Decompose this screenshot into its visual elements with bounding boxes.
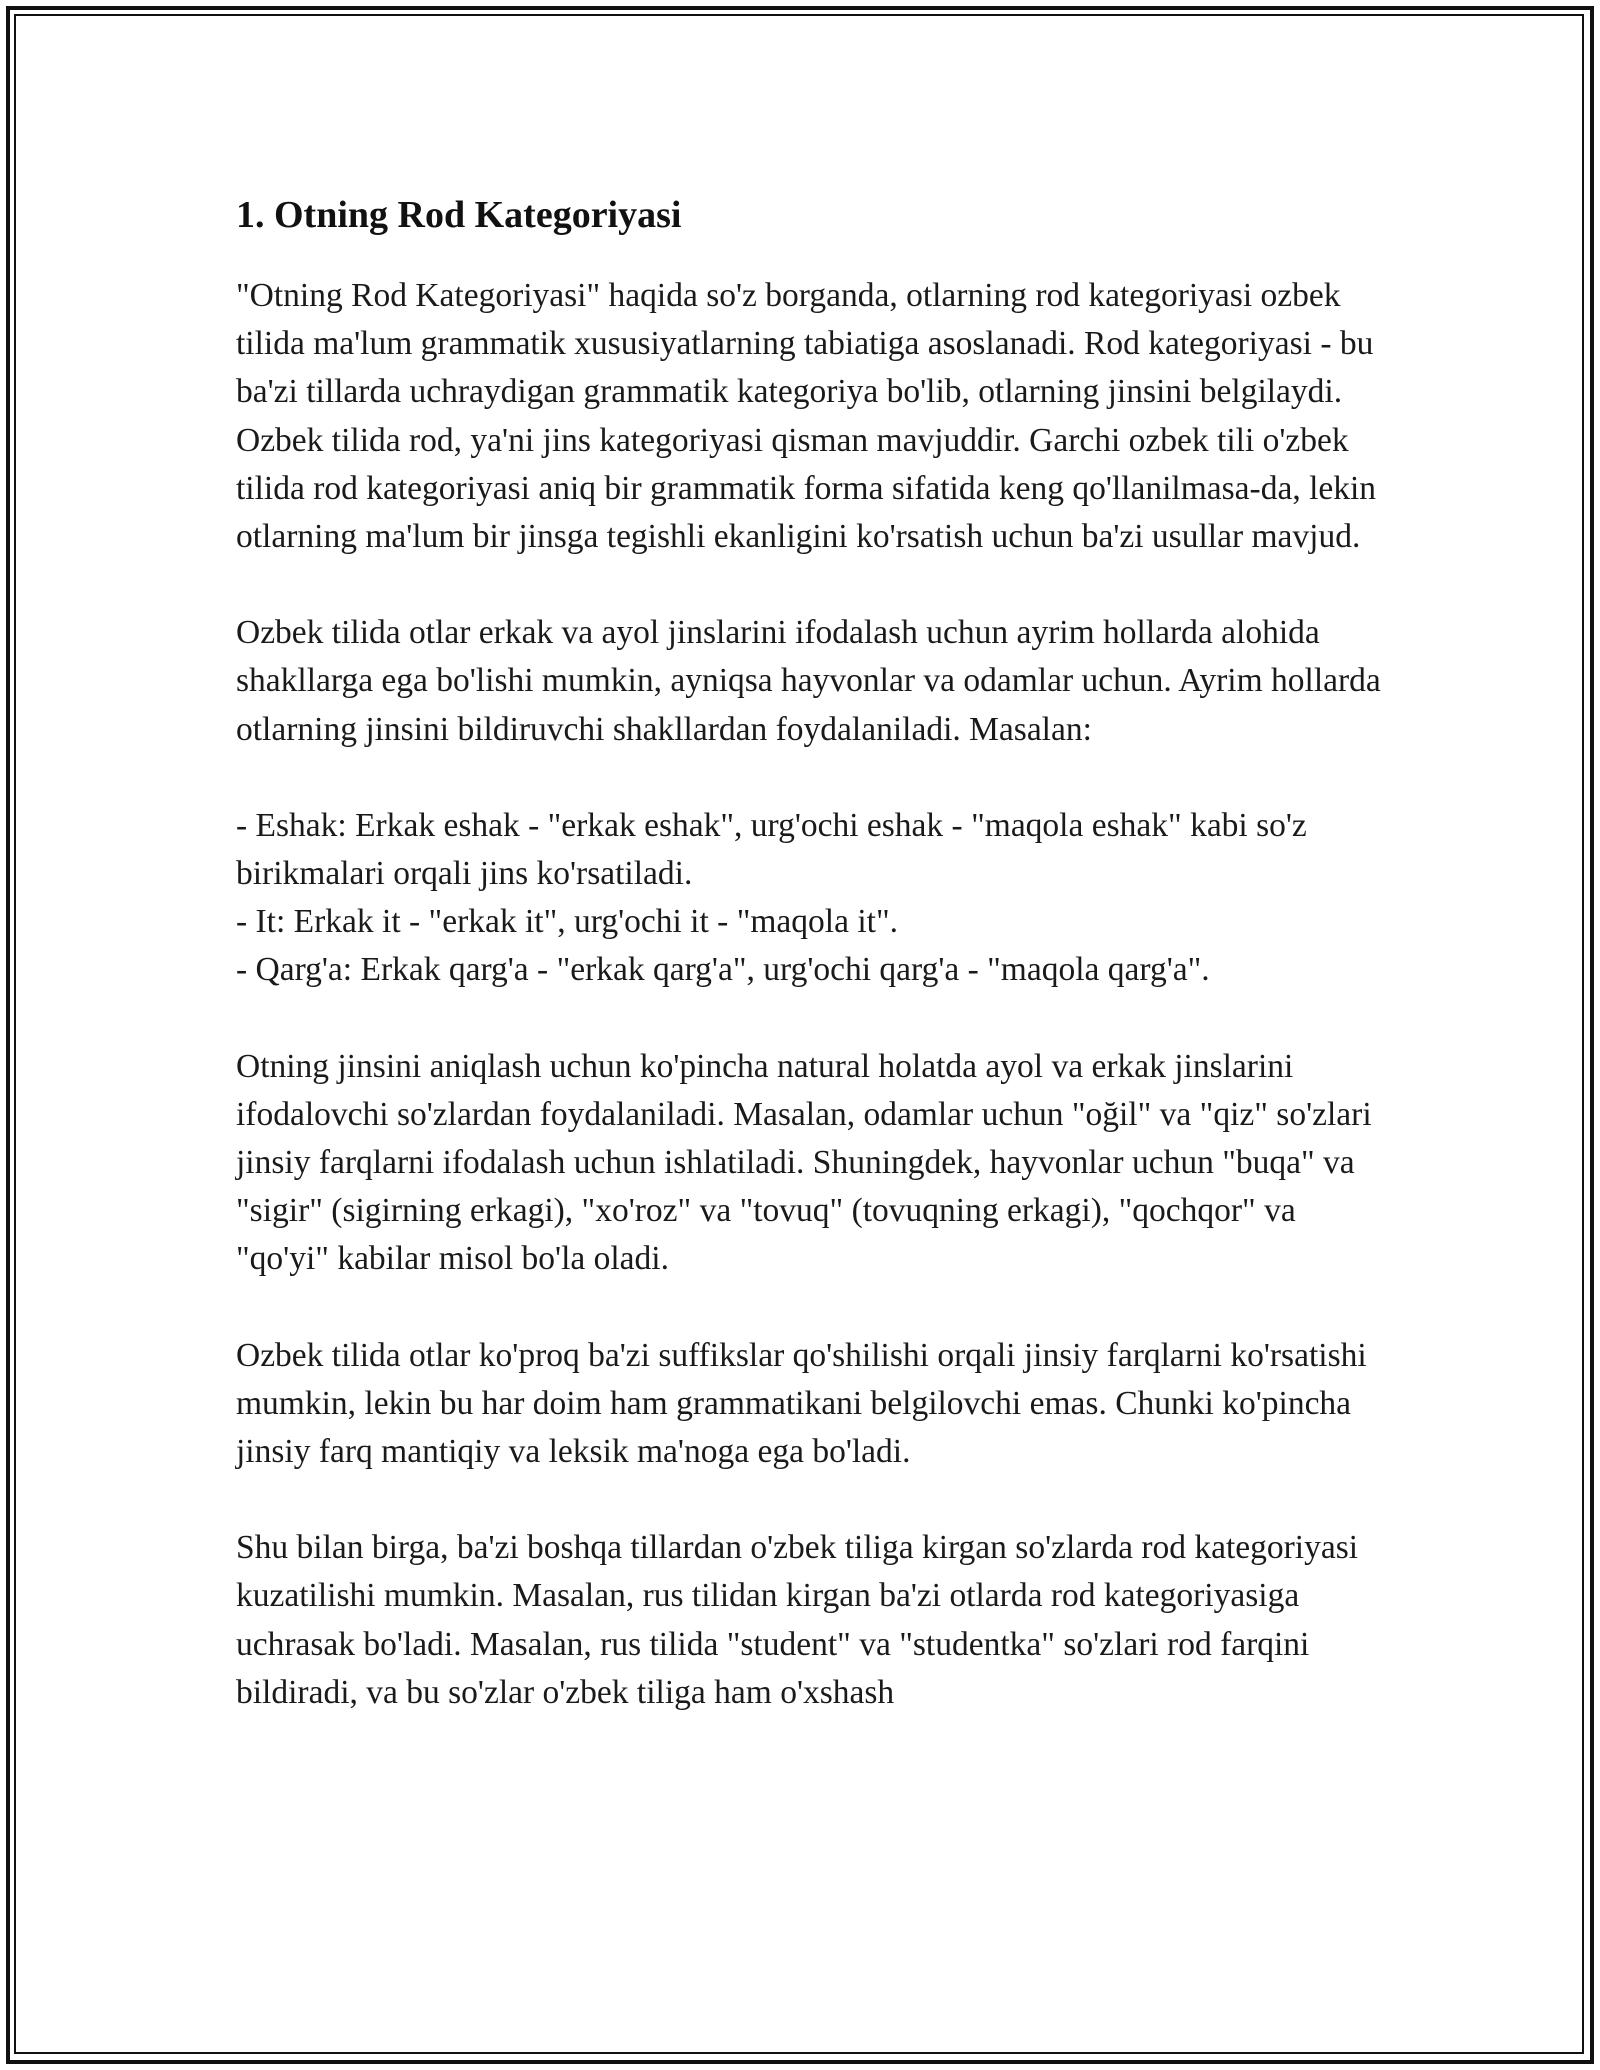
paragraph-forms: Ozbek tilida otlar erkak va ayol jinslarini ifodalash uchun ayrim hollarda alohida shakllarga ega bo'lishi mumkin, ayniqsa hayvonlar va odamlar uchun. Ayrim hollarda otlarning jinsini bildiruvchi shakllardan foydalaniladi. Masalan:	[236, 614, 1381, 748]
example-qarga: - Qarg'a: Erkak qarg'a - "erkak qarg'a", urg'ochi qarg'a - "maqola qarg'a".	[236, 951, 1210, 989]
paragraph-natural-gender: Otning jinsini aniqlash uchun ko'pincha natural holatda ayol va erkak jinslarini ifodalovchi so'zlardan foydalaniladi. Masalan, odamlar uchun "oğil" va "qiz" so'zlari jinsiy farqlarni ifodalash uchun ishlatiladi. Shuningdek, hayvonlar uchun "buqa" va "sigir" (sigirning erkagi), "xo'roz" va "tovuq" (tovuqning erkagi), "qochqor" va "qo'yi" kabilar misol bo'la oladi.	[236, 1047, 1372, 1278]
paragraph-intro: "Otning Rod Kategoriyasi" haqida so'z borganda, otlarning rod kategoriyasi ozbek tilida ma'lum grammatik xususiyatlarning tabiatiga asoslanadi. Rod kategoriyasi - bu ba'zi tillarda uchraydigan grammatik kategoriya bo'lib, otlarning jinsini belgilaydi. Ozbek tilida rod, ya'ni jins kategoriyasi qisman mavjuddir. Garchi ozbek tili o'zbek tilida rod kategoriyasi aniq bir grammatik forma sifatida keng qo'llanilmasa-da, lekin otlarning ma'lum bir jinsga tegishli ekanligini ko'rsatish uchun ba'zi usullar mavjud.	[236, 277, 1377, 556]
example-eshak: - Eshak: Erkak eshak - "erkak eshak", urg'ochi eshak - "maqola eshak" kabi so'z birikmalari orqali jins ko'rsatiladi.	[236, 806, 1307, 893]
document-body	[236, 190, 1396, 1717]
examples-list	[236, 802, 1396, 995]
paragraph-suffixes: Ozbek tilida otlar ko'proq ba'zi suffikslar qo'shilishi orqali jinsiy farqlarni ko'rsatishi mumkin, lekin bu har doim ham grammatikani belgilovchi emas. Chunki ko'pincha jinsiy farq mantiqiy va leksik ma'noga ega bo'ladi.	[236, 1336, 1367, 1471]
section-heading: 1. Otning Rod Kategoriyasi	[236, 194, 682, 236]
paragraph-borrowed-words: Shu bilan birga, ba'zi boshqa tillardan o'zbek tiliga kirgan so'zlarda rod kategoriyasi kuzatilishi mumkin. Masalan, rus tilidan kirgan ba'zi otlarda rod kategoriyasiga uchrasak bo'ladi. Masalan, rus tilida "student" va "studentka" so'zlari rod farqini bildiradi, va bu so'zlar o'zbek tiliga ham o'xshash	[236, 1529, 1359, 1711]
example-it: - It: Erkak it - "erkak it", urg'ochi it - "maqola it".	[236, 903, 899, 941]
